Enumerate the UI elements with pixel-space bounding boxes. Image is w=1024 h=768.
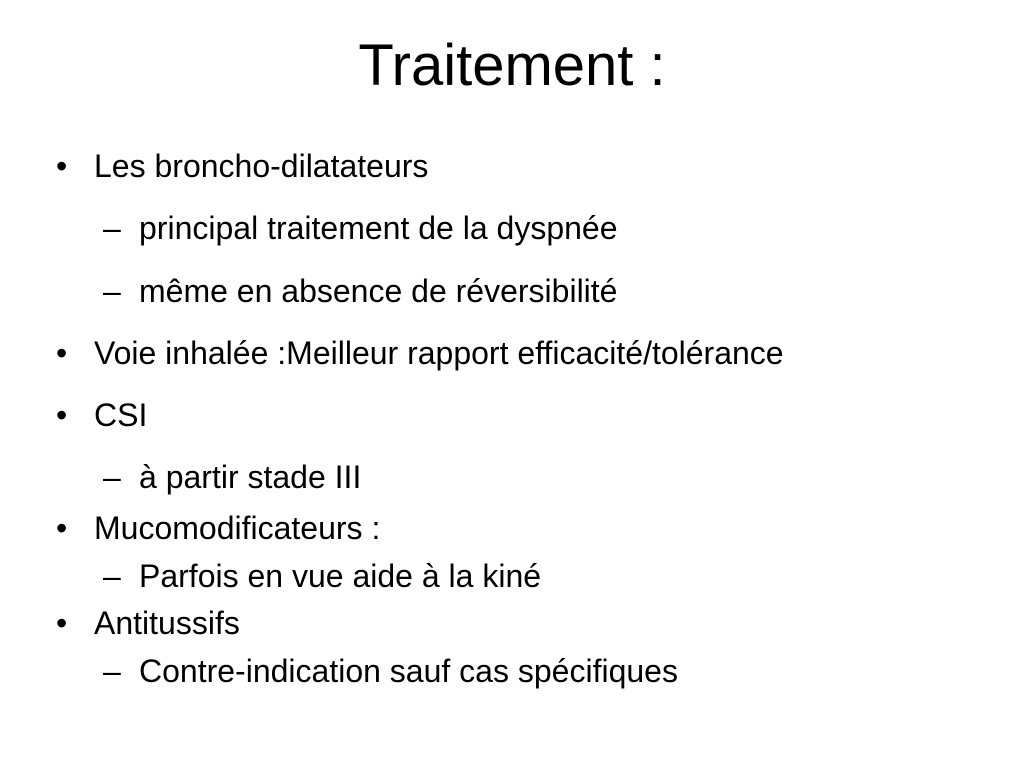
dash-icon: – (103, 558, 121, 594)
dash-icon: – (103, 210, 121, 246)
dash-icon: – (103, 459, 121, 495)
bullet-text: Voie inhalée :Meilleur rapport efficacité/tolérance (94, 335, 784, 371)
dash-icon: – (103, 273, 121, 309)
bullet-icon: • (56, 605, 68, 641)
bullet-icon: • (56, 510, 68, 546)
sub-bullet-text: Contre-indication sauf cas spécifiques (139, 653, 678, 689)
bullet-icon: • (56, 397, 68, 433)
sub-bullet-text: Parfois en vue aide à la kiné (139, 558, 542, 594)
bullet-text: CSI (94, 397, 148, 433)
sub-bullet-text: principal traitement de la dyspnée (139, 210, 618, 246)
bullet-text: Antitussifs (94, 605, 240, 641)
sub-bullet-text: à partir stade III (139, 459, 362, 495)
slide-title: Traitement : (358, 33, 666, 98)
dash-icon: – (103, 653, 121, 689)
bullet-icon: • (56, 335, 68, 371)
bullet-text: Mucomodificateurs : (94, 510, 381, 546)
bullet-text: Les broncho-dilatateurs (94, 148, 429, 184)
sub-bullet-text: même en absence de réversibilité (139, 273, 618, 309)
bullet-icon: • (56, 148, 68, 184)
